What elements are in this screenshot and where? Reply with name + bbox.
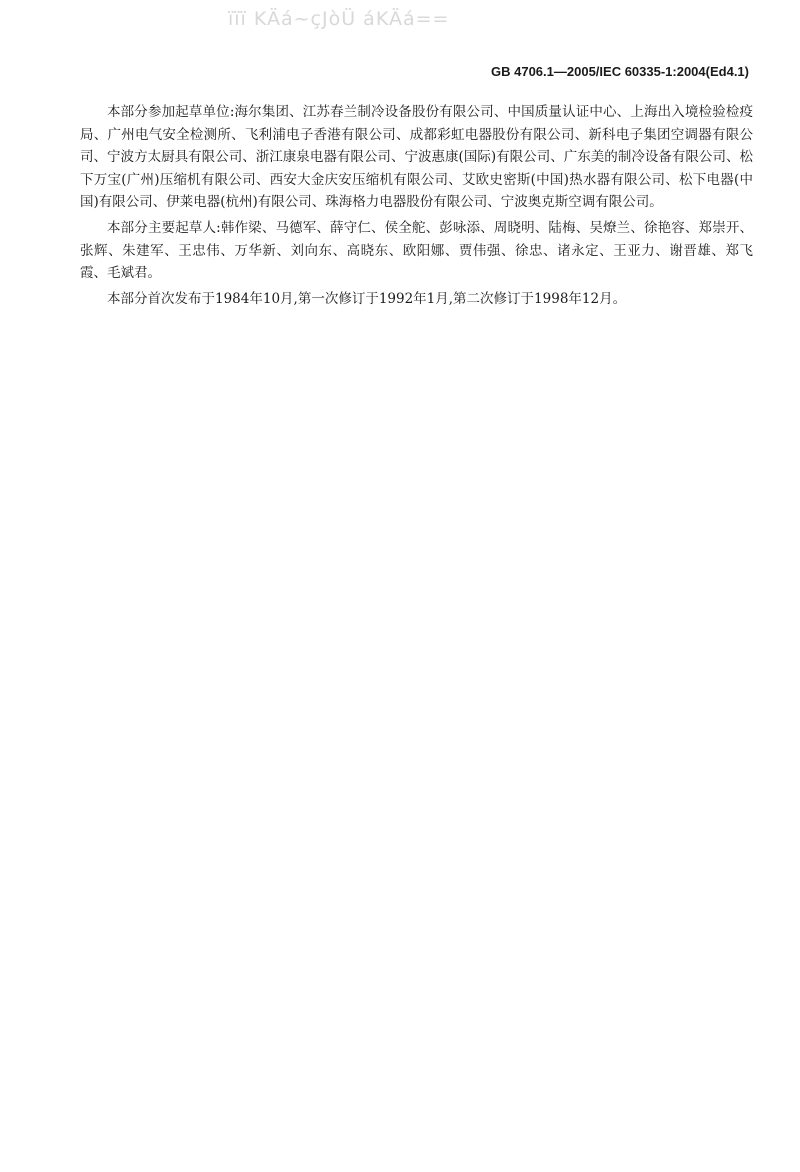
- standard-number: GB 4706.1—2005/IEC 60335-1:2004(Ed4.1): [491, 64, 749, 79]
- main-drafters-paragraph: 本部分主要起草人:韩作梁、马德军、薛守仁、侯全舵、彭咏添、周晓明、陆梅、吴燎兰、徐艳容、郑崇开、张辉、朱建军、王忠伟、万华新、刘向东、高晓东、欧阳娜、贾伟强、徐忠、诸永定、王亚力、谢晋雄、郑飞霞、毛斌君。: [80, 219, 753, 282]
- document-body: [80, 101, 753, 313]
- watermark: ïïï KÄá~çJòÜ áKÄá==: [228, 8, 450, 30]
- publication-history-paragraph: 本部分首次发布于1984年10月,第一次修订于1992年1月,第二次修订于1998年12月。: [107, 290, 627, 307]
- drafting-units-paragraph: 本部分参加起草单位:海尔集团、江苏春兰制冷设备股份有限公司、中国质量认证中心、上海出入境检验检疫局、广州电气安全检测所、飞利浦电子香港有限公司、成都彩虹电器股份有限公司、新科电子集团空调器有限公司、宁波方太厨具有限公司、浙江康泉电器有限公司、宁波惠康(国际)有限公司、广东美的制冷设备有限公司、松下万宝(广州)压缩机有限公司、西安大金庆安压缩机有限公司、艾欧史密斯(中国)热水器有限公司、松下电器(中国)有限公司、伊莱电器(杭州)有限公司、珠海格力电器股份有限公司、宁波奥克斯空调有限公司。: [80, 104, 753, 211]
